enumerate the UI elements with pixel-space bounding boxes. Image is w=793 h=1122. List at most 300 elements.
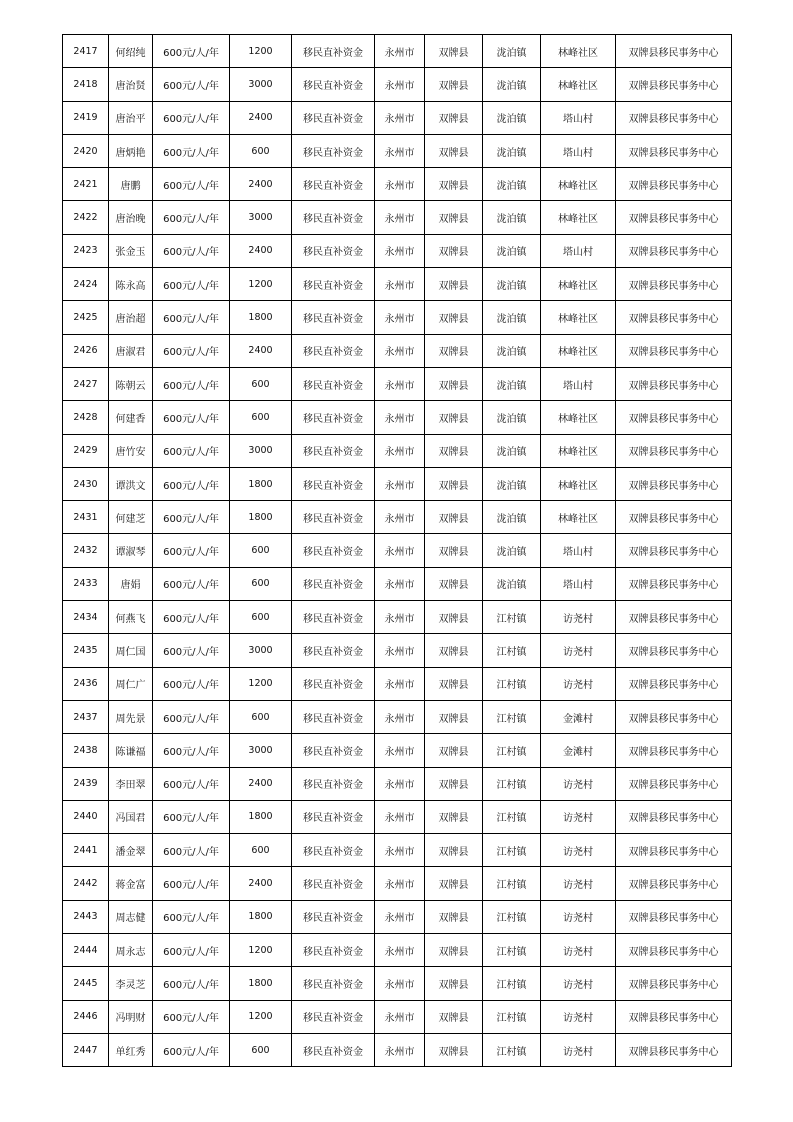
town-cell: 江村镇 [483, 734, 541, 767]
town-cell: 泷泊镇 [483, 367, 541, 400]
subsidy-standard-cell: 600元/人/年 [153, 1033, 230, 1066]
subsidy-standard-cell: 600元/人/年 [153, 734, 230, 767]
issuing-agency-cell: 双牌县移民事务中心 [616, 35, 732, 68]
subsidy-standard-cell: 600元/人/年 [153, 967, 230, 1000]
village-cell: 访尧村 [541, 900, 616, 933]
issuing-agency-cell: 双牌县移民事务中心 [616, 634, 732, 667]
recipient-name-cell: 谭洪文 [109, 467, 153, 500]
subsidy-amount-cell: 2400 [230, 767, 292, 800]
table-row [63, 767, 732, 800]
table-row [63, 667, 732, 700]
city-cell: 永州市 [375, 35, 425, 68]
serial-number-cell: 2430 [63, 467, 109, 500]
county-cell: 双牌县 [425, 35, 483, 68]
county-cell: 双牌县 [425, 1000, 483, 1033]
county-cell: 双牌县 [425, 234, 483, 267]
fund-type-cell: 移民直补资金 [292, 834, 375, 867]
subsidy-standard-cell: 600元/人/年 [153, 800, 230, 833]
issuing-agency-cell: 双牌县移民事务中心 [616, 601, 732, 634]
table-row [63, 1033, 732, 1066]
county-cell: 双牌县 [425, 667, 483, 700]
town-cell: 江村镇 [483, 1000, 541, 1033]
village-cell: 访尧村 [541, 667, 616, 700]
recipient-name-cell: 唐治晚 [109, 201, 153, 234]
village-cell: 林峰社区 [541, 268, 616, 301]
serial-number-cell: 2419 [63, 101, 109, 134]
subsidy-amount-cell: 3000 [230, 634, 292, 667]
town-cell: 泷泊镇 [483, 101, 541, 134]
issuing-agency-cell: 双牌县移民事务中心 [616, 401, 732, 434]
county-cell: 双牌县 [425, 467, 483, 500]
issuing-agency-cell: 双牌县移民事务中心 [616, 134, 732, 167]
recipient-name-cell: 谭淑琴 [109, 534, 153, 567]
village-cell: 塔山村 [541, 567, 616, 600]
serial-number-cell: 2441 [63, 834, 109, 867]
serial-number-cell: 2434 [63, 601, 109, 634]
town-cell: 江村镇 [483, 934, 541, 967]
village-cell: 访尧村 [541, 767, 616, 800]
serial-number-cell: 2431 [63, 501, 109, 534]
subsidy-amount-cell: 600 [230, 367, 292, 400]
subsidy-amount-cell: 600 [230, 534, 292, 567]
subsidy-amount-cell: 600 [230, 401, 292, 434]
city-cell: 永州市 [375, 667, 425, 700]
subsidy-amount-cell: 1200 [230, 268, 292, 301]
subsidy-amount-cell: 2400 [230, 234, 292, 267]
fund-type-cell: 移民直补资金 [292, 667, 375, 700]
county-cell: 双牌县 [425, 268, 483, 301]
subsidy-table [62, 34, 732, 1067]
subsidy-amount-cell: 2400 [230, 867, 292, 900]
table-row [63, 834, 732, 867]
table-row [63, 634, 732, 667]
subsidy-standard-cell: 600元/人/年 [153, 834, 230, 867]
city-cell: 永州市 [375, 534, 425, 567]
town-cell: 泷泊镇 [483, 301, 541, 334]
village-cell: 林峰社区 [541, 501, 616, 534]
subsidy-standard-cell: 600元/人/年 [153, 201, 230, 234]
fund-type-cell: 移民直补资金 [292, 334, 375, 367]
fund-type-cell: 移民直补资金 [292, 601, 375, 634]
town-cell: 泷泊镇 [483, 268, 541, 301]
table-row [63, 700, 732, 733]
subsidy-standard-cell: 600元/人/年 [153, 401, 230, 434]
town-cell: 江村镇 [483, 800, 541, 833]
issuing-agency-cell: 双牌县移民事务中心 [616, 900, 732, 933]
fund-type-cell: 移民直补资金 [292, 134, 375, 167]
village-cell: 访尧村 [541, 800, 616, 833]
fund-type-cell: 移民直补资金 [292, 268, 375, 301]
issuing-agency-cell: 双牌县移民事务中心 [616, 501, 732, 534]
village-cell: 塔山村 [541, 134, 616, 167]
village-cell: 访尧村 [541, 867, 616, 900]
subsidy-standard-cell: 600元/人/年 [153, 601, 230, 634]
recipient-name-cell: 蒋金富 [109, 867, 153, 900]
table-row [63, 900, 732, 933]
recipient-name-cell: 周志健 [109, 900, 153, 933]
subsidy-standard-cell: 600元/人/年 [153, 534, 230, 567]
town-cell: 江村镇 [483, 601, 541, 634]
town-cell: 江村镇 [483, 700, 541, 733]
town-cell: 泷泊镇 [483, 134, 541, 167]
serial-number-cell: 2436 [63, 667, 109, 700]
city-cell: 永州市 [375, 334, 425, 367]
village-cell: 访尧村 [541, 934, 616, 967]
table-row [63, 101, 732, 134]
village-cell: 林峰社区 [541, 168, 616, 201]
city-cell: 永州市 [375, 700, 425, 733]
subsidy-amount-cell: 3000 [230, 201, 292, 234]
city-cell: 永州市 [375, 1033, 425, 1066]
table-row [63, 68, 732, 101]
county-cell: 双牌县 [425, 401, 483, 434]
table-row [63, 934, 732, 967]
table-row [63, 234, 732, 267]
table-row [63, 734, 732, 767]
recipient-name-cell: 唐治平 [109, 101, 153, 134]
serial-number-cell: 2445 [63, 967, 109, 1000]
serial-number-cell: 2427 [63, 367, 109, 400]
recipient-name-cell: 周先景 [109, 700, 153, 733]
issuing-agency-cell: 双牌县移民事务中心 [616, 934, 732, 967]
town-cell: 泷泊镇 [483, 501, 541, 534]
recipient-name-cell: 冯国君 [109, 800, 153, 833]
fund-type-cell: 移民直补资金 [292, 201, 375, 234]
subsidy-standard-cell: 600元/人/年 [153, 501, 230, 534]
table-row [63, 567, 732, 600]
town-cell: 泷泊镇 [483, 234, 541, 267]
table-row [63, 1000, 732, 1033]
village-cell: 林峰社区 [541, 35, 616, 68]
village-cell: 塔山村 [541, 101, 616, 134]
subsidy-standard-cell: 600元/人/年 [153, 334, 230, 367]
town-cell: 泷泊镇 [483, 467, 541, 500]
subsidy-amount-cell: 600 [230, 834, 292, 867]
county-cell: 双牌县 [425, 700, 483, 733]
recipient-name-cell: 唐竹安 [109, 434, 153, 467]
city-cell: 永州市 [375, 201, 425, 234]
subsidy-amount-cell: 1800 [230, 900, 292, 933]
fund-type-cell: 移民直补资金 [292, 700, 375, 733]
city-cell: 永州市 [375, 101, 425, 134]
village-cell: 访尧村 [541, 834, 616, 867]
table-row [63, 534, 732, 567]
fund-type-cell: 移民直补资金 [292, 934, 375, 967]
city-cell: 永州市 [375, 867, 425, 900]
issuing-agency-cell: 双牌县移民事务中心 [616, 534, 732, 567]
table-row [63, 134, 732, 167]
recipient-name-cell: 周仁广 [109, 667, 153, 700]
issuing-agency-cell: 双牌县移民事务中心 [616, 334, 732, 367]
subsidy-standard-cell: 600元/人/年 [153, 667, 230, 700]
subsidy-amount-cell: 3000 [230, 68, 292, 101]
subsidy-amount-cell: 1800 [230, 800, 292, 833]
table-row [63, 467, 732, 500]
table-row [63, 501, 732, 534]
issuing-agency-cell: 双牌县移民事务中心 [616, 867, 732, 900]
serial-number-cell: 2429 [63, 434, 109, 467]
serial-number-cell: 2421 [63, 168, 109, 201]
serial-number-cell: 2446 [63, 1000, 109, 1033]
village-cell: 林峰社区 [541, 467, 616, 500]
village-cell: 金滩村 [541, 700, 616, 733]
subsidy-amount-cell: 600 [230, 700, 292, 733]
county-cell: 双牌县 [425, 734, 483, 767]
serial-number-cell: 2420 [63, 134, 109, 167]
subsidy-standard-cell: 600元/人/年 [153, 867, 230, 900]
county-cell: 双牌县 [425, 68, 483, 101]
town-cell: 泷泊镇 [483, 434, 541, 467]
serial-number-cell: 2417 [63, 35, 109, 68]
issuing-agency-cell: 双牌县移民事务中心 [616, 268, 732, 301]
fund-type-cell: 移民直补资金 [292, 1000, 375, 1033]
subsidy-standard-cell: 600元/人/年 [153, 767, 230, 800]
issuing-agency-cell: 双牌县移民事务中心 [616, 700, 732, 733]
subsidy-standard-cell: 600元/人/年 [153, 301, 230, 334]
fund-type-cell: 移民直补资金 [292, 800, 375, 833]
serial-number-cell: 2426 [63, 334, 109, 367]
village-cell: 塔山村 [541, 534, 616, 567]
subsidy-amount-cell: 600 [230, 601, 292, 634]
recipient-name-cell: 唐治贤 [109, 68, 153, 101]
county-cell: 双牌县 [425, 301, 483, 334]
town-cell: 泷泊镇 [483, 534, 541, 567]
subsidy-standard-cell: 600元/人/年 [153, 134, 230, 167]
county-cell: 双牌县 [425, 567, 483, 600]
serial-number-cell: 2439 [63, 767, 109, 800]
town-cell: 泷泊镇 [483, 334, 541, 367]
city-cell: 永州市 [375, 134, 425, 167]
recipient-name-cell: 周仁国 [109, 634, 153, 667]
county-cell: 双牌县 [425, 900, 483, 933]
table-row [63, 35, 732, 68]
county-cell: 双牌县 [425, 601, 483, 634]
issuing-agency-cell: 双牌县移民事务中心 [616, 834, 732, 867]
fund-type-cell: 移民直补资金 [292, 867, 375, 900]
table-row [63, 434, 732, 467]
county-cell: 双牌县 [425, 767, 483, 800]
city-cell: 永州市 [375, 567, 425, 600]
city-cell: 永州市 [375, 367, 425, 400]
town-cell: 江村镇 [483, 667, 541, 700]
subsidy-amount-cell: 1800 [230, 967, 292, 1000]
table-row [63, 800, 732, 833]
town-cell: 江村镇 [483, 767, 541, 800]
recipient-name-cell: 唐炳艳 [109, 134, 153, 167]
issuing-agency-cell: 双牌县移民事务中心 [616, 367, 732, 400]
fund-type-cell: 移民直补资金 [292, 168, 375, 201]
table-row [63, 168, 732, 201]
city-cell: 永州市 [375, 601, 425, 634]
village-cell: 访尧村 [541, 1000, 616, 1033]
recipient-name-cell: 陈永高 [109, 268, 153, 301]
city-cell: 永州市 [375, 634, 425, 667]
fund-type-cell: 移民直补资金 [292, 434, 375, 467]
village-cell: 林峰社区 [541, 301, 616, 334]
fund-type-cell: 移民直补资金 [292, 367, 375, 400]
subsidy-standard-cell: 600元/人/年 [153, 1000, 230, 1033]
subsidy-standard-cell: 600元/人/年 [153, 567, 230, 600]
recipient-name-cell: 潘金翠 [109, 834, 153, 867]
recipient-name-cell: 唐鹏 [109, 168, 153, 201]
subsidy-standard-cell: 600元/人/年 [153, 68, 230, 101]
county-cell: 双牌县 [425, 1033, 483, 1066]
town-cell: 泷泊镇 [483, 35, 541, 68]
city-cell: 永州市 [375, 467, 425, 500]
city-cell: 永州市 [375, 168, 425, 201]
village-cell: 塔山村 [541, 367, 616, 400]
town-cell: 泷泊镇 [483, 567, 541, 600]
issuing-agency-cell: 双牌县移民事务中心 [616, 967, 732, 1000]
issuing-agency-cell: 双牌县移民事务中心 [616, 734, 732, 767]
fund-type-cell: 移民直补资金 [292, 501, 375, 534]
table-body [63, 35, 732, 1067]
subsidy-amount-cell: 600 [230, 134, 292, 167]
city-cell: 永州市 [375, 234, 425, 267]
subsidy-standard-cell: 600元/人/年 [153, 934, 230, 967]
city-cell: 永州市 [375, 268, 425, 301]
issuing-agency-cell: 双牌县移民事务中心 [616, 467, 732, 500]
city-cell: 永州市 [375, 934, 425, 967]
fund-type-cell: 移民直补资金 [292, 467, 375, 500]
subsidy-standard-cell: 600元/人/年 [153, 268, 230, 301]
fund-type-cell: 移民直补资金 [292, 900, 375, 933]
fund-type-cell: 移民直补资金 [292, 734, 375, 767]
county-cell: 双牌县 [425, 834, 483, 867]
subsidy-standard-cell: 600元/人/年 [153, 900, 230, 933]
subsidy-amount-cell: 2400 [230, 168, 292, 201]
subsidy-amount-cell: 600 [230, 1033, 292, 1066]
county-cell: 双牌县 [425, 534, 483, 567]
fund-type-cell: 移民直补资金 [292, 401, 375, 434]
serial-number-cell: 2432 [63, 534, 109, 567]
serial-number-cell: 2437 [63, 700, 109, 733]
recipient-name-cell: 单红秀 [109, 1033, 153, 1066]
issuing-agency-cell: 双牌县移民事务中心 [616, 1000, 732, 1033]
town-cell: 江村镇 [483, 967, 541, 1000]
county-cell: 双牌县 [425, 168, 483, 201]
issuing-agency-cell: 双牌县移民事务中心 [616, 101, 732, 134]
town-cell: 江村镇 [483, 834, 541, 867]
town-cell: 江村镇 [483, 900, 541, 933]
table-row [63, 201, 732, 234]
village-cell: 林峰社区 [541, 68, 616, 101]
city-cell: 永州市 [375, 900, 425, 933]
county-cell: 双牌县 [425, 501, 483, 534]
table-row [63, 401, 732, 434]
issuing-agency-cell: 双牌县移民事务中心 [616, 667, 732, 700]
village-cell: 访尧村 [541, 601, 616, 634]
village-cell: 访尧村 [541, 967, 616, 1000]
subsidy-amount-cell: 1200 [230, 1000, 292, 1033]
fund-type-cell: 移民直补资金 [292, 68, 375, 101]
subsidy-amount-cell: 1200 [230, 667, 292, 700]
fund-type-cell: 移民直补资金 [292, 234, 375, 267]
recipient-name-cell: 陈谦福 [109, 734, 153, 767]
subsidy-standard-cell: 600元/人/年 [153, 367, 230, 400]
city-cell: 永州市 [375, 434, 425, 467]
serial-number-cell: 2418 [63, 68, 109, 101]
fund-type-cell: 移民直补资金 [292, 301, 375, 334]
recipient-name-cell: 陈朝云 [109, 367, 153, 400]
city-cell: 永州市 [375, 68, 425, 101]
subsidy-amount-cell: 2400 [230, 334, 292, 367]
village-cell: 金滩村 [541, 734, 616, 767]
serial-number-cell: 2442 [63, 867, 109, 900]
recipient-name-cell: 冯明财 [109, 1000, 153, 1033]
table-row [63, 867, 732, 900]
fund-type-cell: 移民直补资金 [292, 767, 375, 800]
serial-number-cell: 2433 [63, 567, 109, 600]
issuing-agency-cell: 双牌县移民事务中心 [616, 434, 732, 467]
county-cell: 双牌县 [425, 967, 483, 1000]
village-cell: 林峰社区 [541, 201, 616, 234]
recipient-name-cell: 李田翠 [109, 767, 153, 800]
county-cell: 双牌县 [425, 800, 483, 833]
table-row [63, 301, 732, 334]
county-cell: 双牌县 [425, 334, 483, 367]
issuing-agency-cell: 双牌县移民事务中心 [616, 234, 732, 267]
fund-type-cell: 移民直补资金 [292, 634, 375, 667]
recipient-name-cell: 何建芝 [109, 501, 153, 534]
subsidy-standard-cell: 600元/人/年 [153, 101, 230, 134]
serial-number-cell: 2435 [63, 634, 109, 667]
table-row [63, 601, 732, 634]
subsidy-standard-cell: 600元/人/年 [153, 35, 230, 68]
recipient-name-cell: 唐娟 [109, 567, 153, 600]
fund-type-cell: 移民直补资金 [292, 101, 375, 134]
subsidy-standard-cell: 600元/人/年 [153, 700, 230, 733]
town-cell: 泷泊镇 [483, 168, 541, 201]
issuing-agency-cell: 双牌县移民事务中心 [616, 168, 732, 201]
serial-number-cell: 2424 [63, 268, 109, 301]
subsidy-amount-cell: 1800 [230, 467, 292, 500]
village-cell: 访尧村 [541, 1033, 616, 1066]
table-row [63, 367, 732, 400]
village-cell: 林峰社区 [541, 334, 616, 367]
recipient-name-cell: 张金玉 [109, 234, 153, 267]
city-cell: 永州市 [375, 401, 425, 434]
subsidy-amount-cell: 2400 [230, 101, 292, 134]
fund-type-cell: 移民直补资金 [292, 534, 375, 567]
subsidy-amount-cell: 600 [230, 567, 292, 600]
county-cell: 双牌县 [425, 434, 483, 467]
serial-number-cell: 2438 [63, 734, 109, 767]
issuing-agency-cell: 双牌县移民事务中心 [616, 567, 732, 600]
subsidy-standard-cell: 600元/人/年 [153, 467, 230, 500]
issuing-agency-cell: 双牌县移民事务中心 [616, 1033, 732, 1066]
city-cell: 永州市 [375, 767, 425, 800]
fund-type-cell: 移民直补资金 [292, 967, 375, 1000]
county-cell: 双牌县 [425, 134, 483, 167]
town-cell: 江村镇 [483, 867, 541, 900]
county-cell: 双牌县 [425, 201, 483, 234]
table-row [63, 268, 732, 301]
subsidy-amount-cell: 1800 [230, 301, 292, 334]
county-cell: 双牌县 [425, 101, 483, 134]
city-cell: 永州市 [375, 301, 425, 334]
subsidy-standard-cell: 600元/人/年 [153, 434, 230, 467]
subsidy-amount-cell: 3000 [230, 734, 292, 767]
issuing-agency-cell: 双牌县移民事务中心 [616, 301, 732, 334]
issuing-agency-cell: 双牌县移民事务中心 [616, 201, 732, 234]
subsidy-amount-cell: 3000 [230, 434, 292, 467]
town-cell: 泷泊镇 [483, 201, 541, 234]
subsidy-amount-cell: 1800 [230, 501, 292, 534]
recipient-name-cell: 李灵芝 [109, 967, 153, 1000]
subsidy-amount-cell: 1200 [230, 35, 292, 68]
town-cell: 泷泊镇 [483, 401, 541, 434]
